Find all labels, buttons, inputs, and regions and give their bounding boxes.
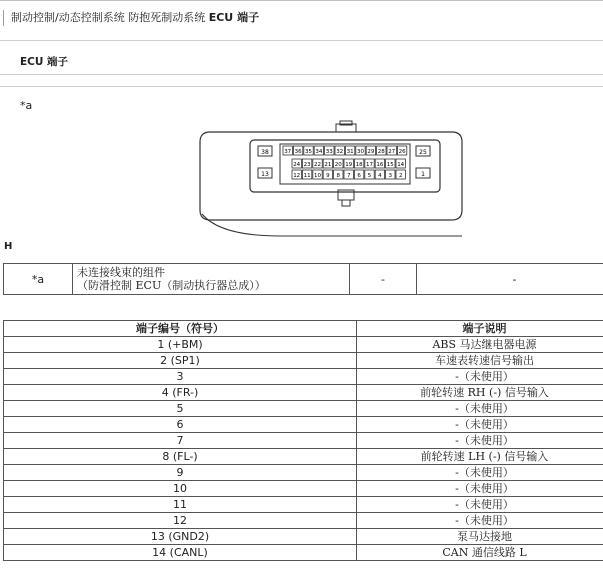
- pin-label: 32: [336, 149, 344, 155]
- terminal-number: 7: [4, 433, 357, 449]
- breadcrumb-category[interactable]: 制动控制/动态控制系统: [11, 11, 125, 24]
- pin-13-label: 13: [261, 171, 269, 178]
- section-title: ECU 端子: [20, 56, 69, 68]
- terminal-description: CAN 通信线路 L: [357, 545, 603, 561]
- figure-label: H: [4, 241, 13, 252]
- pin-label: 29: [367, 149, 375, 155]
- column-header-description: 端子说明: [357, 321, 603, 337]
- legend-line-2: （防滑控制 ECU（制动执行器总成））: [77, 279, 266, 292]
- terminal-description: 前轮转速 RH (-) 信号输入: [357, 385, 603, 401]
- pin-label: 19: [345, 162, 353, 168]
- terminal-description: 前轮转速 LH (-) 信号输入: [357, 449, 603, 465]
- pin-label: 4: [378, 173, 382, 179]
- terminal-table: [3, 320, 603, 561]
- terminal-description: 车速表转速信号输出: [357, 353, 603, 369]
- figure-callout: *a: [20, 99, 33, 112]
- terminal-description: ABS 马达继电器电源: [357, 337, 603, 353]
- table-header-row: [4, 321, 603, 337]
- pin-label: 23: [303, 162, 311, 168]
- divider: [0, 74, 603, 75]
- legend-row: [4, 264, 603, 295]
- legend-callout: *a: [4, 264, 73, 295]
- pin-label: 22: [314, 162, 321, 168]
- pin-label: 27: [388, 149, 396, 155]
- pin-label: 24: [293, 162, 301, 168]
- pin-label: 10: [314, 173, 321, 179]
- table-row: [4, 353, 603, 369]
- terminal-number: 6: [4, 417, 357, 433]
- legend-dash-2: -: [417, 264, 603, 295]
- pin-label: 15: [386, 162, 394, 168]
- table-row: [4, 529, 603, 545]
- pin-38-label: 38: [261, 149, 269, 156]
- table-row: [4, 401, 603, 417]
- pin-label: 20: [334, 162, 342, 168]
- pin-label: 26: [398, 149, 406, 155]
- terminal-number: 4 (FR-): [4, 385, 357, 401]
- ecu-connector-diagram: [180, 118, 480, 240]
- terminal-description: -（未使用）: [357, 481, 603, 497]
- pin-label: 7: [346, 173, 351, 179]
- table-row: [4, 497, 603, 513]
- table-row: [4, 369, 603, 385]
- legend-dash-1: -: [350, 264, 417, 295]
- breadcrumb-system[interactable]: 防抱死制动系统: [128, 11, 206, 24]
- terminal-description: 泵马达接地: [357, 529, 603, 545]
- terminal-number: 11: [4, 497, 357, 513]
- terminal-description: -（未使用）: [357, 513, 603, 529]
- terminal-description: -（未使用）: [357, 497, 603, 513]
- terminal-number: 2 (SP1): [4, 353, 357, 369]
- pin-label: 33: [325, 149, 333, 155]
- table-row: [4, 513, 603, 529]
- pin-label: 34: [315, 149, 323, 155]
- terminal-number: 9: [4, 465, 357, 481]
- legend-table: [3, 263, 603, 295]
- terminal-description: -（未使用）: [357, 401, 603, 417]
- terminal-number: 1 (+BM): [4, 337, 357, 353]
- pin-25-label: 25: [419, 149, 427, 156]
- terminal-number: 5: [4, 401, 357, 417]
- pin-label: 35: [305, 149, 312, 155]
- pin-row-bottom: [292, 170, 405, 179]
- top-border: [0, 0, 603, 1]
- table-row: [4, 385, 603, 401]
- terminal-description: -（未使用）: [357, 417, 603, 433]
- table-row: [4, 337, 603, 353]
- table-row: [4, 433, 603, 449]
- column-header-terminal: 端子编号（符号）: [4, 321, 357, 337]
- breadcrumb-page: ECU 端子: [208, 11, 260, 24]
- table-row: [4, 465, 603, 481]
- table-row: [4, 417, 603, 433]
- pin-label: 17: [366, 162, 373, 168]
- table-row: [4, 481, 603, 497]
- terminal-description: -（未使用）: [357, 433, 603, 449]
- table-row: [4, 545, 603, 561]
- housing-curve: [202, 214, 462, 236]
- pin-label: 2: [398, 173, 403, 179]
- terminal-description: -（未使用）: [357, 369, 603, 385]
- legend-description: [73, 264, 350, 295]
- breadcrumb: [3, 10, 259, 26]
- pin-label: 3: [388, 173, 393, 179]
- pin-label: 9: [326, 173, 330, 179]
- pin-label: 28: [377, 149, 385, 155]
- pin-label: 12: [293, 173, 301, 179]
- pin-label: 14: [397, 162, 405, 168]
- terminal-number: 8 (FL-): [4, 449, 357, 465]
- pin-label: 36: [294, 149, 302, 155]
- pin-label: 5: [367, 173, 372, 179]
- pin-1-label: 1: [421, 171, 425, 178]
- legend-line-1: 未连接线束的组件: [77, 266, 165, 279]
- terminal-number: 13 (GND2): [4, 529, 357, 545]
- terminal-number: 12: [4, 513, 357, 529]
- pin-label: 8: [336, 173, 341, 179]
- pin-label: 16: [376, 162, 384, 168]
- pin-label: 11: [303, 173, 311, 179]
- terminal-number: 10: [4, 481, 357, 497]
- terminal-number: 3: [4, 369, 357, 385]
- bottom-latch-tab: [342, 200, 350, 206]
- terminal-description: -（未使用）: [357, 465, 603, 481]
- pin-label: 31: [346, 149, 354, 155]
- divider: [0, 86, 603, 87]
- pin-label: 37: [284, 149, 292, 155]
- pin-label: 18: [355, 162, 363, 168]
- pin-row-top: [283, 146, 407, 155]
- terminal-number: 14 (CANL): [4, 545, 357, 561]
- pin-label: 30: [357, 149, 364, 155]
- pin-label: 6: [357, 173, 361, 179]
- divider: [0, 40, 603, 41]
- pin-row-middle: [292, 159, 405, 168]
- table-row: [4, 449, 603, 465]
- pin-label: 21: [324, 162, 332, 168]
